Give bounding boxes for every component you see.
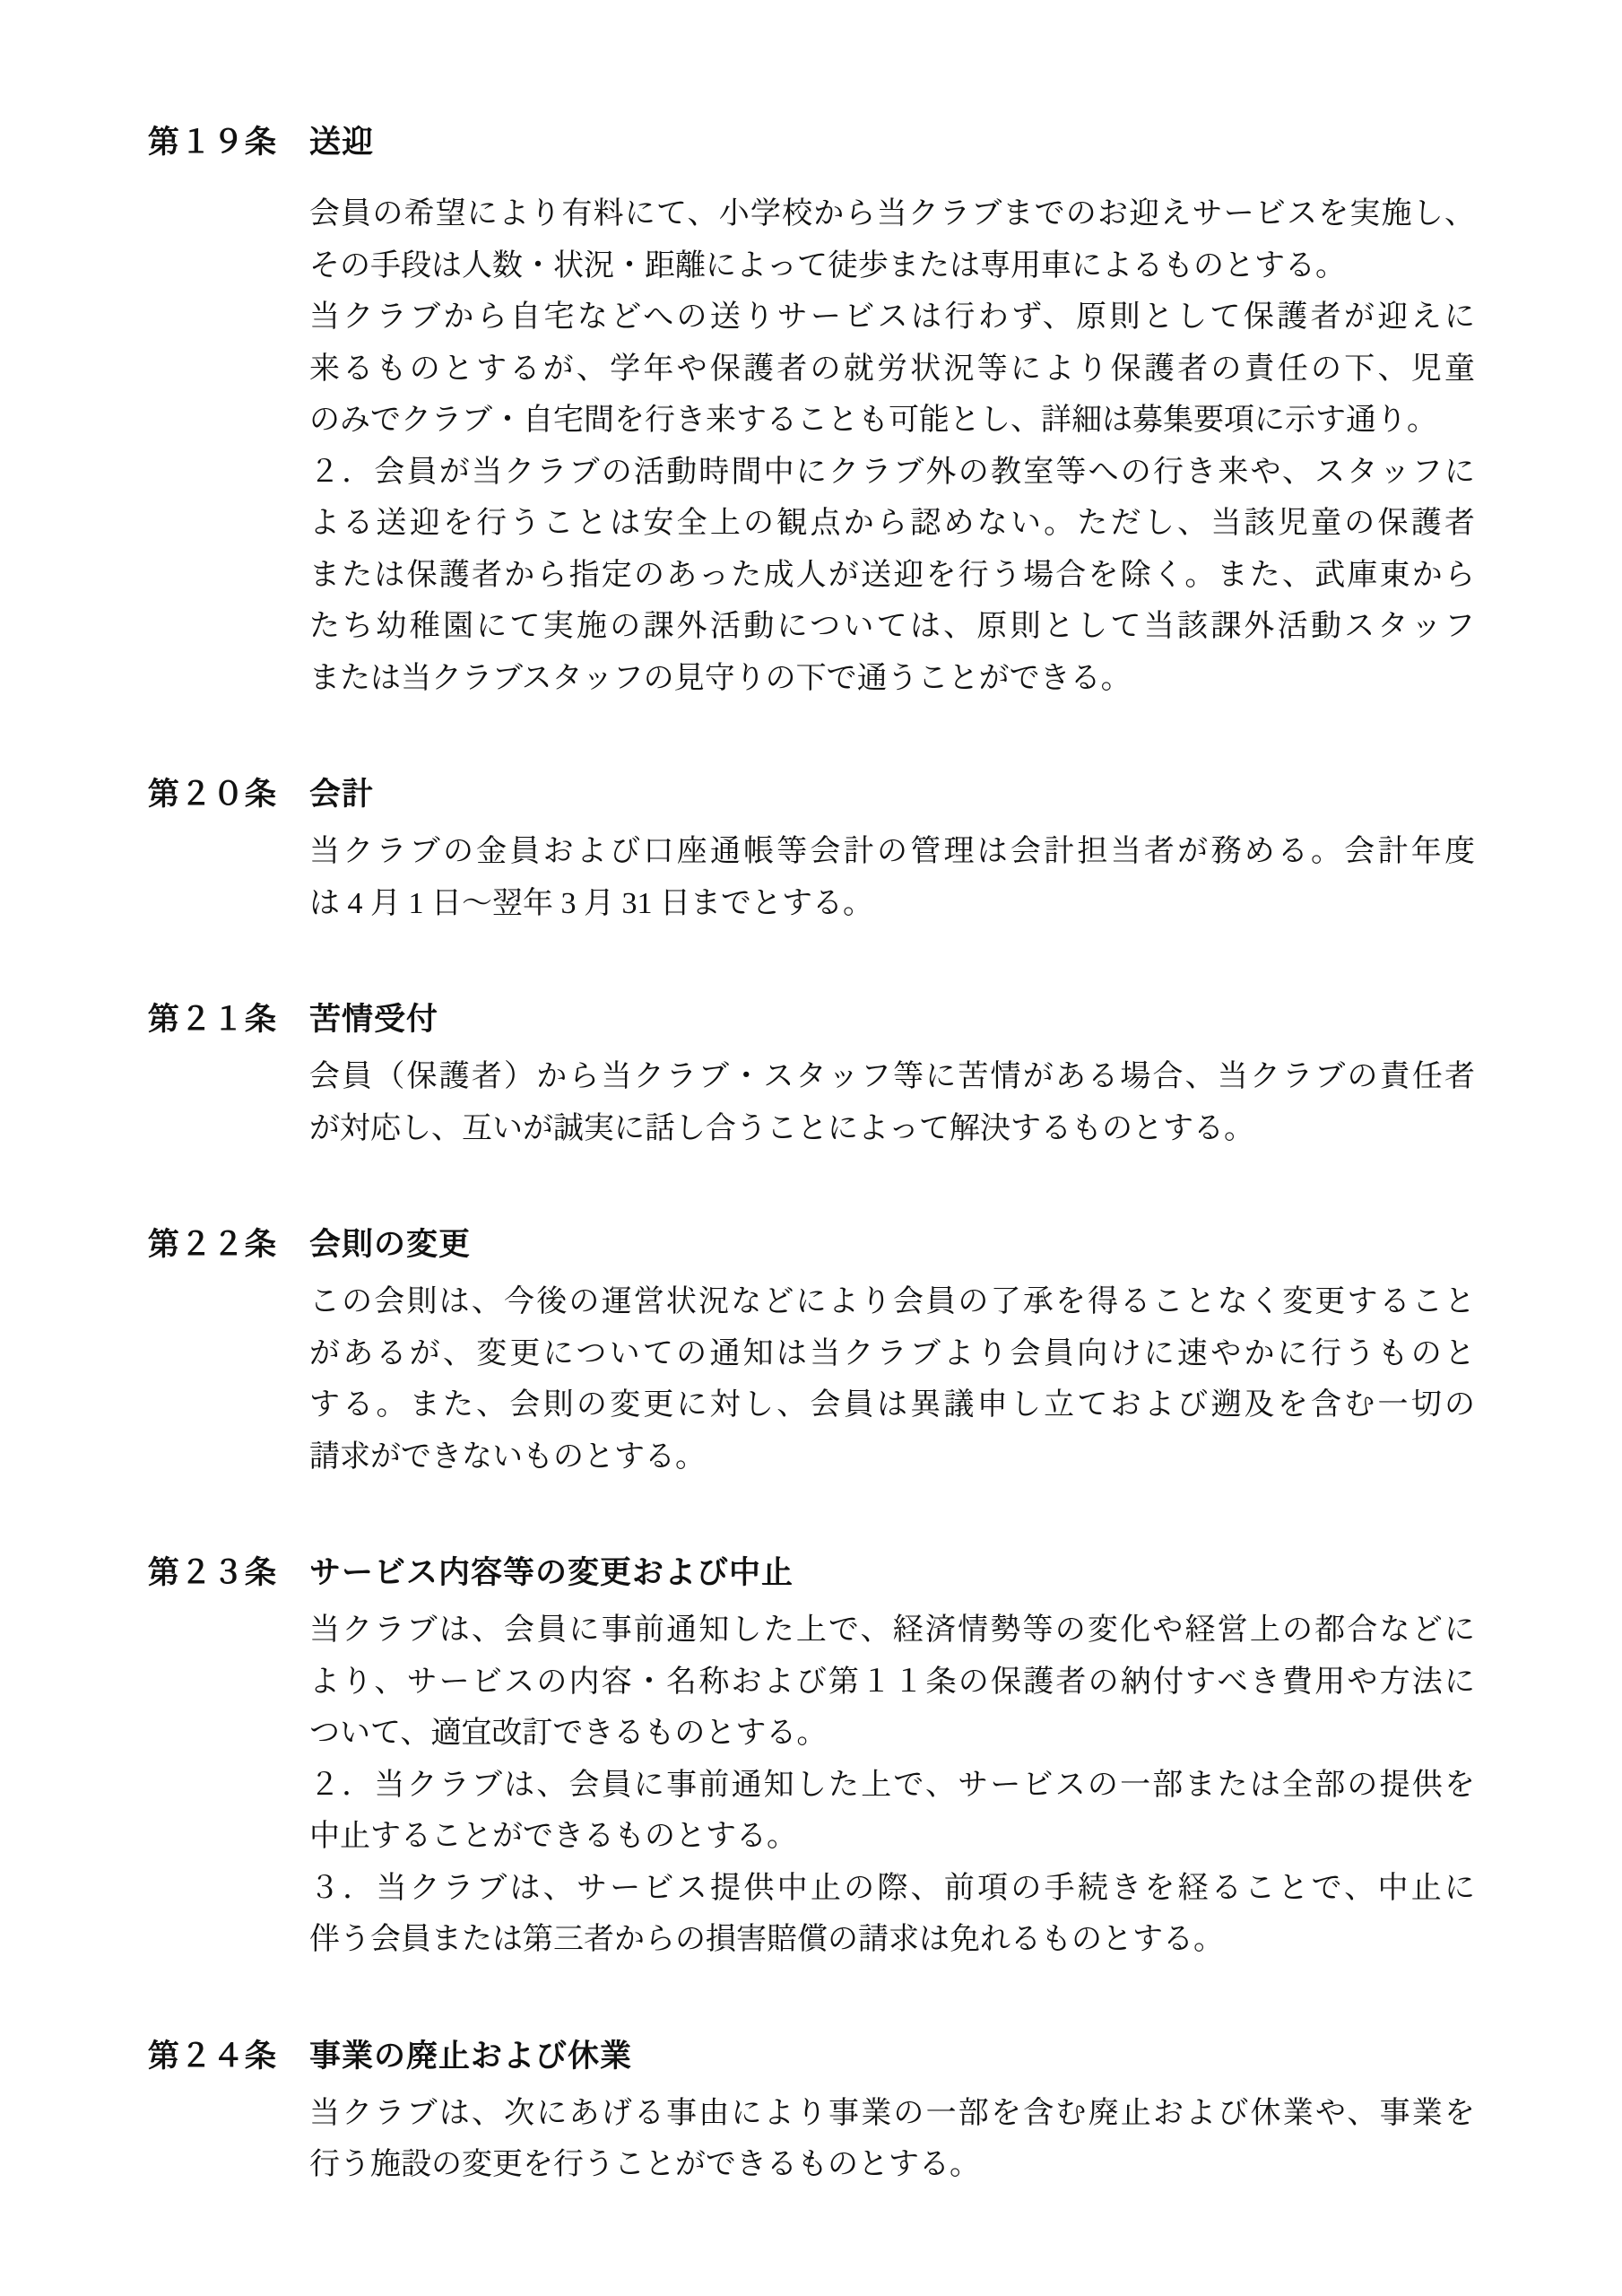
article-body (309, 826, 1475, 929)
text-line: よる送迎を行うことは安全上の観点から認めない。ただし、当該児童の保護者 (309, 507, 1475, 540)
article-number: 第２０条 (148, 777, 278, 812)
article-title: 会則の変更 (309, 1227, 472, 1262)
text-line: が対応し、互いが誠実に話し合うことによって解決するものとする。 (309, 1111, 1254, 1145)
article-19 (148, 117, 1475, 704)
text-line: または当クラブスタッフの見守りの下で通うことができる。 (309, 661, 1132, 695)
article-number: 第２２条 (148, 1227, 278, 1262)
article-23 (148, 1547, 1475, 1966)
text-line: 当クラブの金員および口座通帳等会計の管理は会計担当者が務める。会計年度 (309, 835, 1475, 868)
text-line: 当クラブから自宅などへの送りサービスは行わず、原則として保護者が迎えに (309, 300, 1475, 334)
article-heading (148, 117, 1475, 169)
text-line: 会員の希望により有料にて、小学校から当クラブまでのお迎えサービスを実施し、 (309, 197, 1475, 230)
text-line: 請求ができないものとする。 (309, 1439, 706, 1474)
text-line: 伴う会員または第三者からの損害賠償の請求は免れるものとする。 (309, 1923, 1224, 1956)
article-number: 第２１条 (148, 1002, 278, 1037)
text-line: この会則は、今後の運営状況などにより会員の了承を得ることなく変更すること (309, 1285, 1475, 1318)
text-line: のみでクラブ・自宅間を行き来することも可能とし、詳細は募集要項に示す通り。 (309, 404, 1437, 437)
text-line: たち幼稚園にて実施の課外活動については、原則として当該課外活動スタッフ (309, 610, 1475, 643)
article-title: 会計 (309, 777, 375, 812)
article-body (309, 1051, 1475, 1154)
article-heading (148, 2031, 1475, 2083)
article-body (309, 2088, 1475, 2191)
article-number: 第１９条 (148, 125, 278, 160)
article-title: 送迎 (309, 125, 375, 160)
text-line: 会員（保護者）から当クラブ・スタッフ等に苦情がある場合、当クラブの責任者 (309, 1060, 1475, 1093)
article-20 (148, 769, 1475, 929)
article-title: サービス内容等の変更および中止 (309, 1555, 794, 1590)
text-line: する。また、会則の変更に対し、会員は異議申し立ておよび遡及を含む一切の (309, 1388, 1475, 1422)
text-line: 来るものとするが、学年や保護者の就労状況等により保護者の責任の下、児童 (309, 352, 1475, 386)
article-title: 苦情受付 (309, 1002, 439, 1037)
article-21 (148, 994, 1475, 1154)
text-line: 中止することができるものとする。 (309, 1820, 797, 1853)
text-line: または保護者から指定のあった成人が送迎を行う場合を除く。また、武庫東から (309, 558, 1475, 592)
article-body (309, 1605, 1475, 1966)
text-line: があるが、変更についての通知は当クラブより会員向けに速やかに行うものと (309, 1336, 1475, 1370)
text-line: ２．会員が当クラブの活動時間中にクラブ外の教室等への行き来や、スタッフに (309, 455, 1475, 489)
text-line: より、サービスの内容・名称および第１１条の保護者の納付すべき費用や方法に (309, 1665, 1475, 1699)
article-heading (148, 994, 1475, 1046)
text-line: は 4 月 1 日～翌年 3 月 31 日までとする。 (309, 886, 873, 920)
article-22 (148, 1219, 1475, 1483)
article-body (309, 188, 1475, 704)
text-line: ２．当クラブは、会員に事前通知した上で、サービスの一部または全部の提供を (309, 1768, 1475, 1802)
article-heading (148, 1219, 1475, 1271)
article-number: 第２４条 (148, 2038, 278, 2074)
text-line: ついて、適宜改訂できるものとする。 (309, 1717, 828, 1750)
article-title: 事業の廃止および休業 (309, 2038, 633, 2074)
article-24 (148, 2031, 1475, 2191)
article-heading (148, 1547, 1475, 1599)
text-line: 当クラブは、会員に事前通知した上で、経済情勢等の変化や経営上の都合などに (309, 1613, 1475, 1647)
text-line: その手段は人数・状況・距離によって徒歩または専用車によるものとする。 (309, 248, 1346, 283)
article-heading (148, 769, 1475, 821)
article-body (309, 1276, 1475, 1483)
text-line: 行う施設の変更を行うことができるものとする。 (309, 2148, 980, 2181)
article-number: 第２３条 (148, 1555, 278, 1590)
text-line: ３．当クラブは、サービス提供中止の際、前項の手続きを経ることで、中止に (309, 1871, 1475, 1905)
text-line: 当クラブは、次にあげる事由により事業の一部を含む廃止および休業や、事業を (309, 2096, 1475, 2130)
